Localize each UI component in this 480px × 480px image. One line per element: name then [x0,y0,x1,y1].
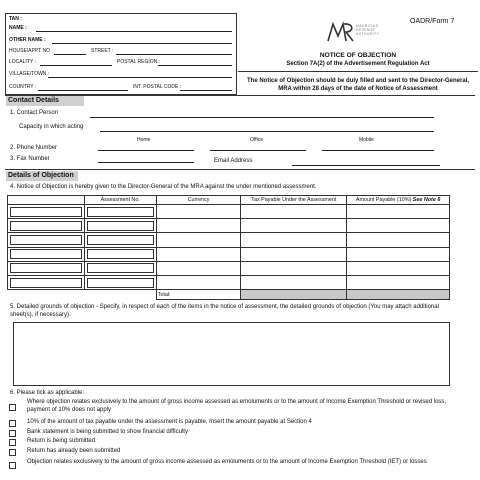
contact-heading: Contact Details [6,96,84,106]
col-header-assessment: Assessment No. [84,196,156,205]
house-field[interactable] [54,54,86,55]
option-label: Return is being submitted [27,438,96,444]
street-field[interactable] [116,54,232,55]
option-label: Where objection relates exclusively to the amount of gross income assessed as emoluments or to the amount of Income Exemption Threshold or revised loss, payment of 10% does not apply [27,399,447,413]
option-label: Objection relates exclusively to the amount of gross income assessed as emoluments or to the amount of Income Exemption Threshold (IET) or losses [27,459,427,465]
street-label: STREET : [91,48,114,54]
table-row [8,261,450,275]
table-row [8,233,450,247]
int-postal-field[interactable] [180,90,232,91]
table-total-row [8,290,450,300]
postal-region-field[interactable] [158,65,232,66]
assessment-no-input[interactable] [87,221,154,231]
phone-mobile-field[interactable] [322,150,434,151]
col-header-blank [8,196,85,205]
header-divider [238,71,478,72]
capacity-label: Capacity in which acting [19,124,84,130]
objection-heading: Details of Objection [6,171,78,181]
country-label: COUNTRY : [9,84,37,90]
assessment-no-input[interactable] [87,263,154,273]
option-label: 10% of the amount of tax payable under the assessment is payable. Insert the amount payable at Section 4 [27,419,312,425]
item6-text: 6. Please tick as applicable: [10,390,85,396]
other-name-label: OTHER NAME : [9,37,46,43]
row-input[interactable] [10,207,82,217]
postal-region-label: POSTAL REGION : [117,59,161,65]
contact-person-field[interactable] [90,117,434,118]
option-checkbox[interactable] [9,462,16,469]
option-checkbox[interactable] [9,449,16,456]
option-checkbox[interactable] [9,420,16,427]
section-divider [5,169,475,170]
total-amount-cell [347,290,450,300]
form-code: OADR/Form 7 [410,18,455,25]
logo-caption: MAURITIUS REVENUE AUTHORITY [356,24,380,36]
assessment-no-input[interactable] [87,207,154,217]
contact-person-label: 1. Contact Person [10,110,59,116]
option-label: Return has already been submitted [27,448,121,454]
phone-office-field[interactable] [210,150,306,151]
option-label: Bank statement is being submitted to show financial difficulty [27,429,188,435]
office-label: Office [250,137,263,143]
locality-field[interactable] [40,65,112,66]
total-tax-cell [241,290,347,300]
submission-notice: The Notice of Objection should be duly filled and sent to the Director-General, MRA within 28 days of the date of Notice of Assessment [246,78,470,92]
table-row [8,275,450,289]
table-header-row [8,196,450,205]
other-name-field[interactable] [52,43,232,44]
row-input[interactable] [10,249,82,259]
assessment-no-input[interactable] [87,235,154,245]
assessment-table [7,195,450,300]
item5-text: 5. Detailed grounds of objection - Specify, in respect of each of the items in the notice of assessment, the detailed grounds of objection (You may attach additional sheet(s), if necessary). [10,304,439,318]
phone-label: 2. Phone Number [10,145,58,151]
item4-text: 4. Notice of Objection is hereby given to the Director-General of the MRA against the under mentioned assessment. [10,184,317,190]
phone-home-field[interactable] [98,150,194,151]
table-row [8,219,450,233]
row-input[interactable] [10,235,82,245]
assessment-no-input[interactable] [87,249,154,259]
tan-label: TAN : [9,16,22,22]
country-field[interactable] [38,90,128,91]
row-input[interactable] [10,221,82,231]
house-label: HOUSE/APPT NO : [9,48,53,54]
table-row [8,205,450,219]
col-header-amount-payable: Amount Payable (10%) See Note 6 [347,196,450,205]
name-field[interactable] [36,31,232,32]
capacity-field[interactable] [100,131,434,132]
form-subtitle: Section 7A(2) of the Advertisement Regulation Act [286,61,430,67]
int-postal-label: INT. POSTAL CODE : [133,84,182,90]
col-header-currency: Currency [156,196,241,205]
row-input[interactable] [10,263,82,273]
village-field[interactable] [48,77,232,78]
grounds-textarea[interactable] [13,322,450,386]
fax-field[interactable] [98,162,194,163]
fax-label: 3. Fax Number [10,156,50,162]
mobile-label: Mobile [359,137,374,143]
name-label: NAME : [9,25,27,31]
form-title: NOTICE OF OBJECTION [319,52,397,59]
assessment-no-input[interactable] [87,278,154,288]
total-label: Total: [156,290,241,300]
locality-label: LOCALITY : [9,59,36,65]
option-checkbox[interactable] [9,430,16,437]
option-checkbox[interactable] [9,404,16,411]
table-row [8,247,450,261]
email-label: Email Address [214,158,253,164]
email-field[interactable] [292,165,440,166]
col-header-tax-payable: Tax Payable Under the Assessment [241,196,347,205]
option-checkbox[interactable] [9,439,16,446]
row-input[interactable] [10,278,82,288]
home-label: Home [137,137,151,143]
village-label: VILLAGE/TOWN : [9,71,50,77]
